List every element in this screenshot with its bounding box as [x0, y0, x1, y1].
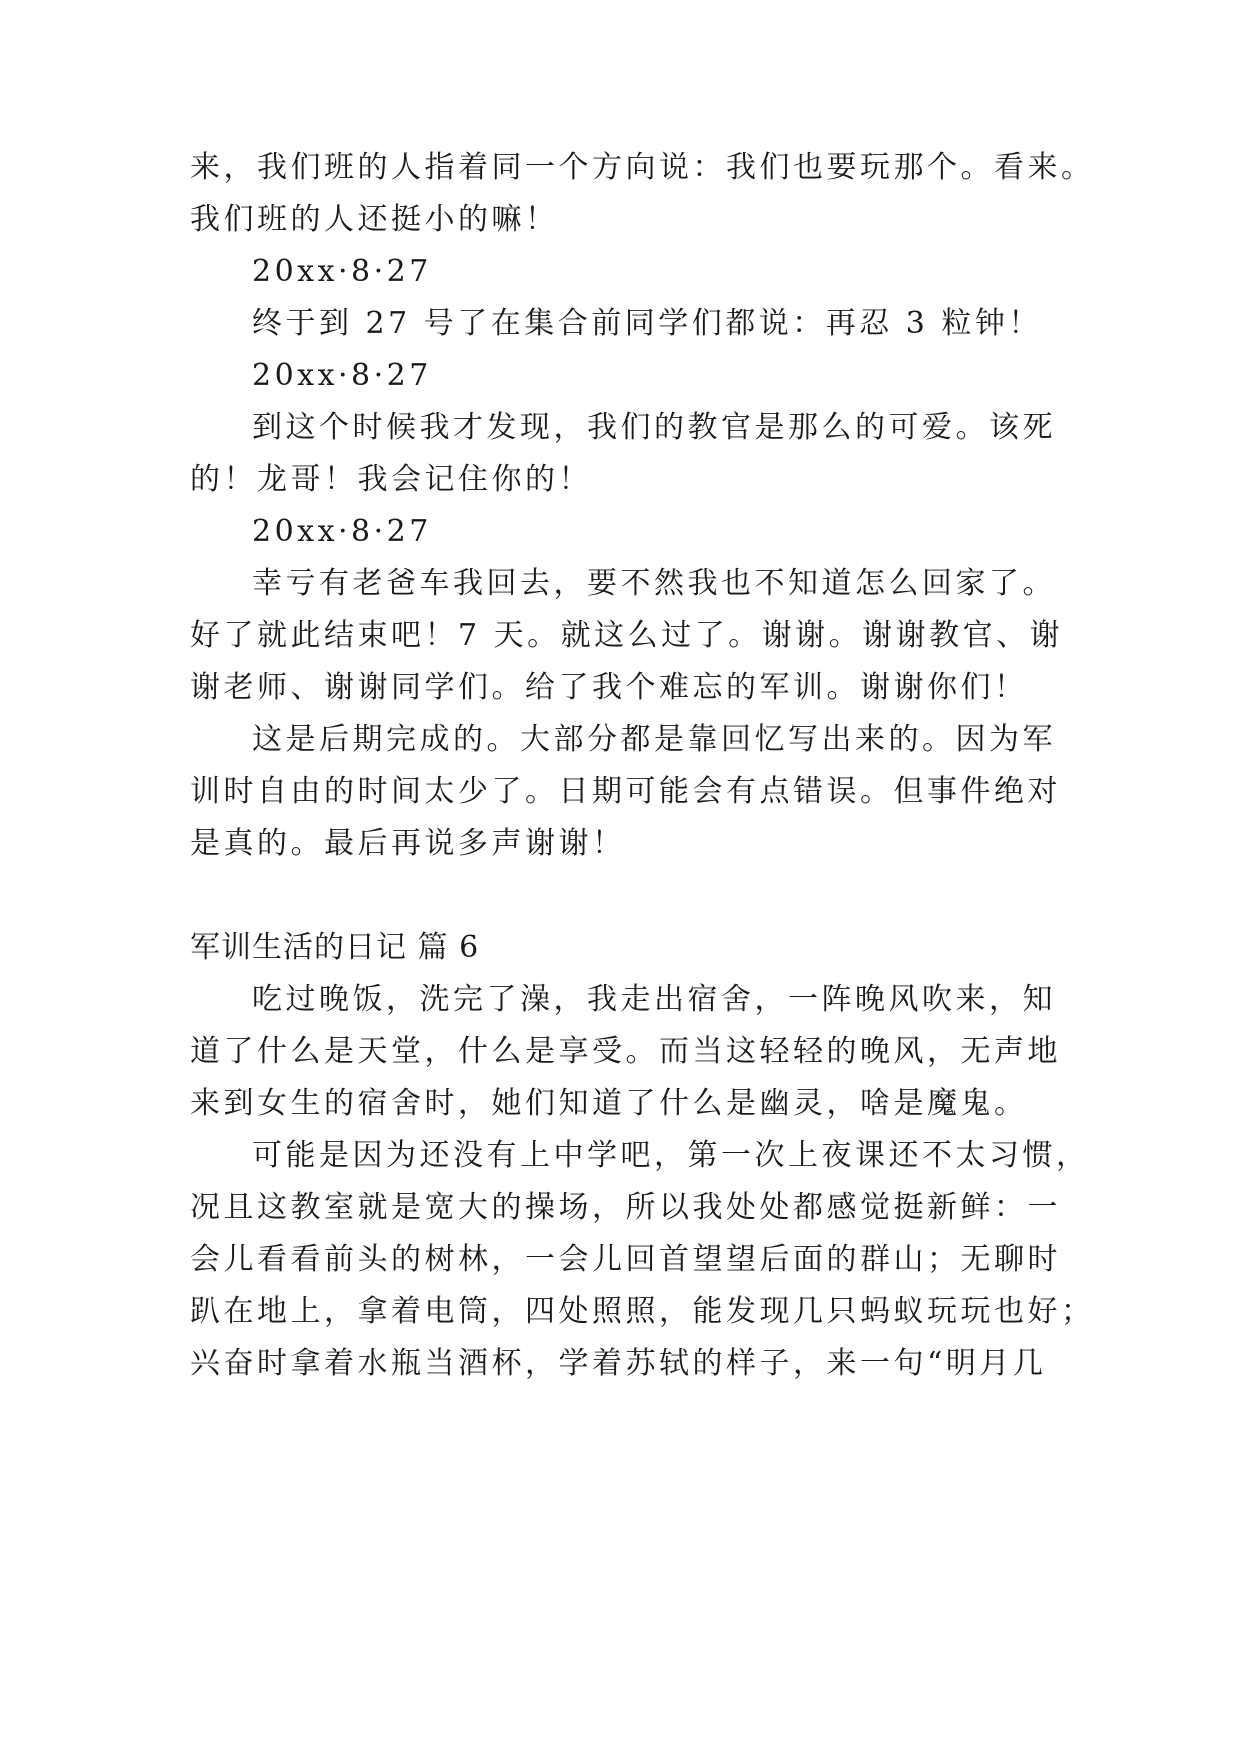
date-line: 20xx·8·27: [252, 358, 432, 393]
text-line: 到这个时候我才发现，我们的教官是那么的可爱。该死: [252, 410, 1056, 445]
text-line: 兴奋时拿着水瓶当酒杯，学着苏轼的样子，来一句“明月几: [190, 1346, 1047, 1381]
text-line: 来到女生的宿舍时，她们知道了什么是幽灵，啥是魔鬼。: [190, 1086, 1028, 1121]
text-line: 谢老师、谢谢同学们。给了我个难忘的军训。谢谢你们！: [190, 670, 1028, 705]
text-line: 好了就此结束吧！7 天。就这么过了。谢谢。谢谢教官、谢: [190, 618, 1064, 653]
text-line: 可能是因为还没有上中学吧，第一次上夜课还不太习惯，: [252, 1138, 1090, 1173]
text-line: 道了什么是天堂，什么是享受。而当这轻轻的晚风，无声地: [190, 1034, 1061, 1069]
text-line: 训时自由的时间太少了。日期可能会有点错误。但事件绝对: [190, 774, 1061, 809]
text-line: 来，我们班的人指着同一个方向说：我们也要玩那个。看来。: [190, 150, 1095, 185]
text-line: 是真的。最后再说多声谢谢！: [190, 826, 626, 861]
date-line: 20xx·8·27: [252, 514, 432, 549]
text-line: 终于到 27 号了在集合前同学们都说：再忍 3 粒钟！: [252, 306, 1042, 341]
text-line: 我们班的人还挺小的嘛！: [190, 202, 559, 237]
text-line: 会儿看看前头的树林，一会儿回首望望后面的群山；无聊时: [190, 1242, 1061, 1277]
text-line: 的！龙哥！我会记住你的！: [190, 462, 592, 497]
text-line: 幸亏有老爸车我回去，要不然我也不知道怎么回家了。: [252, 566, 1056, 601]
text-line: 吃过晚饭，洗完了澡，我走出宿舍，一阵晚风吹来，知: [252, 982, 1056, 1017]
text-line: 况且这教室就是宽大的操场，所以我处处都感觉挺新鲜：一: [190, 1190, 1061, 1225]
date-line: 20xx·8·27: [252, 254, 432, 289]
text-line: 趴在地上，拿着电筒，四处照照，能发现几只蚂蚁玩玩也好；: [190, 1294, 1095, 1329]
text-line: 这是后期完成的。大部分都是靠回忆写出来的。因为军: [252, 722, 1056, 757]
section-heading: 军训生活的日记 篇 6: [190, 930, 480, 965]
